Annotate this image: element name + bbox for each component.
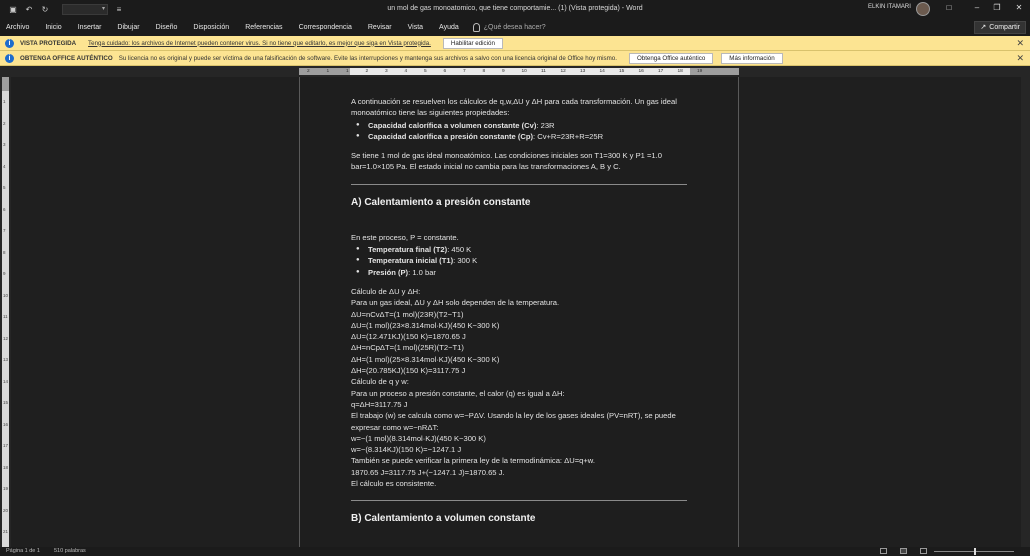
section-b-heading: B) Calentamiento a volumen constante xyxy=(351,513,536,525)
horizontal-ruler[interactable] xyxy=(0,66,1030,77)
page-count[interactable]: Página 1 de 1 xyxy=(6,548,40,554)
vertical-ruler-number: 6 xyxy=(3,206,6,212)
calculation-line: ΔH=(1 mol)(25×8.314mol·KJ)(450 K−300 K) xyxy=(351,354,500,364)
tab-diseno[interactable]: Diseño xyxy=(155,24,178,31)
tab-inicio[interactable]: Inicio xyxy=(45,24,62,31)
vertical-ruler-track xyxy=(2,77,9,547)
vertical-ruler-number: 13 xyxy=(3,357,9,362)
user-name[interactable]: ELKIN ITAMARI xyxy=(868,4,911,10)
calculation-line: ΔH=(20.785KJ)(150 K)=3117.75 J xyxy=(351,366,466,376)
calculation-line: 1870.65 J=3117.75 J+(−1247.1 J)=1870.65 J. xyxy=(351,467,505,477)
office-bar-title: OBTENGA OFFICE AUTÉNTICO xyxy=(20,54,113,62)
info-icon: i xyxy=(5,39,14,48)
section-a-list xyxy=(351,244,691,278)
calculation-line: ΔU=nCvΔT=(1 mol)(23R)(T2−T1) xyxy=(351,309,464,319)
ruler-number: 1 xyxy=(326,69,330,74)
office-license-bar xyxy=(0,51,1030,66)
calculation-line: ΔH=nCpΔT=(1 mol)(25R)(T2−T1) xyxy=(351,343,464,353)
ruler-number: 14 xyxy=(599,69,605,74)
vertical-ruler-number: 18 xyxy=(3,464,9,470)
ruler-number: 3 xyxy=(385,69,388,74)
list-item: ● Temperatura inicial (T1): 300 K xyxy=(368,255,691,266)
vertical-ruler-number: 15 xyxy=(3,400,9,405)
ruler-number: 10 xyxy=(521,69,527,74)
ruler-number: 13 xyxy=(580,69,586,74)
vertical-ruler-number: 1 xyxy=(3,99,6,104)
share-icon: ↗ xyxy=(980,24,987,31)
get-genuine-office-button[interactable]: Obtenga Office auténtico xyxy=(629,53,713,64)
style-combo[interactable]: ▾ xyxy=(62,4,108,15)
share-button[interactable] xyxy=(974,21,1026,34)
calculation-line: También se puede verificar la primera ley de la termodinámica: ΔU=q+w. xyxy=(351,456,595,466)
tab-vista[interactable]: Vista xyxy=(407,24,424,31)
save-icon[interactable]: ▣ xyxy=(9,5,17,14)
ruler-number: 7 xyxy=(463,69,466,74)
vertical-ruler-number: 3 xyxy=(3,142,6,147)
document-body[interactable] xyxy=(351,96,691,526)
calculation-line: Cálculo de q y w: xyxy=(351,377,409,387)
enable-editing-button[interactable]: Habilitar edición xyxy=(443,38,503,49)
calculation-lines xyxy=(351,286,691,489)
more-info-button[interactable]: Más información xyxy=(721,53,782,64)
given-paragraph: Se tiene 1 mol de gas ideal monoatómico. Las condiciones iniciales son T1=300 K y P1 =1.0 bar=1.0×105 Pa. El estado inicial no cambia para las transformaciones A, B y C. xyxy=(351,151,662,172)
office-bar-message: Su licencia no es original y puede ser víctima de una falsificación de software. Evite las interrupciones y mantenga sus archivos a salvo con una licencia original de Office hoy mismo. xyxy=(118,54,617,62)
ruler-number: 1 xyxy=(346,69,349,74)
ruler-number: 6 xyxy=(443,69,447,74)
share-label: Compartir xyxy=(989,24,1020,31)
calculation-line: El trabajo (w) se calcula como w=−PΔV. Usando la ley de los gases ideales (PV=nRT), se puede expresar como w=−nRΔT: xyxy=(351,411,676,432)
vertical-ruler-number: 10 xyxy=(3,292,9,298)
vertical-ruler-number: 17 xyxy=(3,443,9,448)
ruler-number: 19 xyxy=(697,69,703,74)
vertical-ruler-number: 4 xyxy=(3,163,6,169)
vertical-ruler-number: 14 xyxy=(3,378,9,384)
divider xyxy=(351,500,687,501)
calculation-line: Cálculo de ΔU y ΔH: xyxy=(351,286,421,296)
close-protected-bar-icon[interactable]: ✕ xyxy=(1016,38,1024,48)
protected-view-title: VISTA PROTEGIDA xyxy=(20,39,77,47)
ruler-number: 2 xyxy=(365,69,369,74)
tab-ayuda[interactable]: Ayuda xyxy=(439,24,459,31)
ruler-number: 11 xyxy=(541,69,546,74)
vertical-ruler-margin xyxy=(2,77,9,91)
restore-icon[interactable]: ❐ xyxy=(993,3,1001,12)
section-a-heading: A) Calentamiento a presión constante xyxy=(351,196,531,208)
tab-insertar[interactable]: Insertar xyxy=(77,24,102,31)
web-layout-icon[interactable] xyxy=(920,548,927,554)
section-a-intro: En este proceso, P = constante. xyxy=(351,232,459,242)
tab-archivo[interactable]: Archivo xyxy=(6,24,30,31)
vertical-ruler-number: 11 xyxy=(3,314,8,319)
ruler-number: 4 xyxy=(404,69,408,74)
tab-referencias[interactable]: Referencias xyxy=(245,24,283,31)
document-page[interactable] xyxy=(299,77,739,547)
ruler-track xyxy=(299,68,739,75)
status-bar xyxy=(0,547,1030,556)
vertical-ruler-number: 12 xyxy=(3,335,9,341)
window-title: un mol de gas monoatomico, que tiene comportamie... (1) (Vista protegida) - Word xyxy=(387,5,643,12)
zoom-slider-thumb[interactable] xyxy=(974,548,976,555)
ruler-number: 18 xyxy=(677,69,683,74)
list-item: ● Capacidad calorífica a volumen constante (Cv): 23R xyxy=(368,120,691,131)
tell-me-text: ¿Qué desea hacer? xyxy=(483,24,546,31)
protected-view-bar xyxy=(0,36,1030,51)
avatar[interactable] xyxy=(916,2,930,16)
tab-correspondencia[interactable]: Correspondencia xyxy=(298,24,352,31)
minimize-icon[interactable]: – xyxy=(974,3,980,12)
word-count[interactable]: 510 palabras xyxy=(54,548,86,554)
title-bar xyxy=(0,0,1030,19)
tab-dibujar[interactable]: Dibujar xyxy=(117,24,140,31)
print-layout-icon[interactable] xyxy=(900,548,907,554)
tab-disposicion[interactable]: Disposición xyxy=(193,24,230,31)
vertical-ruler-number: 2 xyxy=(3,120,6,126)
calculation-line: q=ΔH=3117.75 J xyxy=(351,399,408,409)
calculation-line: El cálculo es consistente. xyxy=(351,479,437,489)
ruler-number: 2 xyxy=(307,69,310,74)
intro-paragraph: A continuación se resuelven los cálculos de q,w,ΔU y ΔH para cada transformación. Un gas ideal monoatómico tiene las siguientes propiedades: xyxy=(351,97,677,118)
vertical-ruler-number: 9 xyxy=(3,271,6,276)
vertical-ruler-number: 21 xyxy=(3,529,9,534)
close-office-bar-icon[interactable]: ✕ xyxy=(1016,53,1024,63)
customize-toolbar-icon[interactable]: ≡ xyxy=(116,5,122,14)
calculation-line: Para un gas ideal, ΔU y ΔH solo dependen de la temperatura. xyxy=(351,298,560,308)
ruler-number: 8 xyxy=(482,69,486,74)
divider xyxy=(351,184,687,185)
properties-list xyxy=(351,120,691,143)
tab-revisar[interactable]: Revisar xyxy=(367,24,392,31)
calculation-line: ΔU=(12.471KJ)(150 K)=1870.65 J xyxy=(351,332,466,342)
calculation-line: w=−(1 mol)(8.314mol·KJ)(450 K−300 K) xyxy=(351,433,486,443)
list-item: ● Presión (P): 1.0 bar xyxy=(368,267,691,278)
redo-icon[interactable]: ↻ xyxy=(41,5,49,14)
ruler-number: 5 xyxy=(424,69,427,74)
vertical-ruler-number: 16 xyxy=(3,421,9,427)
tell-me-box[interactable] xyxy=(473,23,546,32)
vertical-ruler-number: 8 xyxy=(3,249,6,255)
vertical-scrollbar[interactable] xyxy=(1021,77,1030,547)
vertical-ruler-number: 20 xyxy=(3,507,9,513)
ruler-number: 16 xyxy=(638,69,644,74)
vertical-ruler-number: 5 xyxy=(3,185,6,190)
info-icon: i xyxy=(5,54,14,63)
ruler-number: 9 xyxy=(502,69,505,74)
vertical-ruler-number: 19 xyxy=(3,486,9,491)
calculation-line: ΔU=(1 mol)(23×8.314mol·KJ)(450 K−300 K) xyxy=(351,320,500,330)
calculation-line: w=−(8.314KJ)(150 K)=−1247.1 J xyxy=(351,445,462,455)
close-icon[interactable]: ✕ xyxy=(1015,3,1023,12)
quick-access-toolbar xyxy=(0,0,124,19)
protected-view-message[interactable]: Tenga cuidado: los archivos de Internet pueden contener virus. Si no tiene que editarlo, es mejor que siga en Vista protegida. xyxy=(88,39,431,47)
ruler-number: 12 xyxy=(560,69,566,74)
lightbulb-icon xyxy=(473,23,480,32)
ribbon-tabs xyxy=(0,19,1030,36)
vertical-ruler[interactable] xyxy=(0,77,11,547)
calculation-line: Para un proceso a presión constante, el calor (q) es igual a ΔH: xyxy=(351,388,565,398)
list-item: ● Capacidad calorífica a presión constante (Cp): Cv+R=23R+R=25R xyxy=(368,131,691,142)
undo-icon[interactable]: ↶ xyxy=(25,5,33,14)
ruler-number: 17 xyxy=(658,69,664,74)
ribbon-display-icon[interactable]: □ xyxy=(946,3,952,12)
read-mode-icon[interactable] xyxy=(880,548,887,554)
ruler-number: 15 xyxy=(619,69,625,74)
vertical-ruler-number: 7 xyxy=(3,228,6,233)
list-item: ● Temperatura final (T2): 450 K xyxy=(368,244,691,255)
